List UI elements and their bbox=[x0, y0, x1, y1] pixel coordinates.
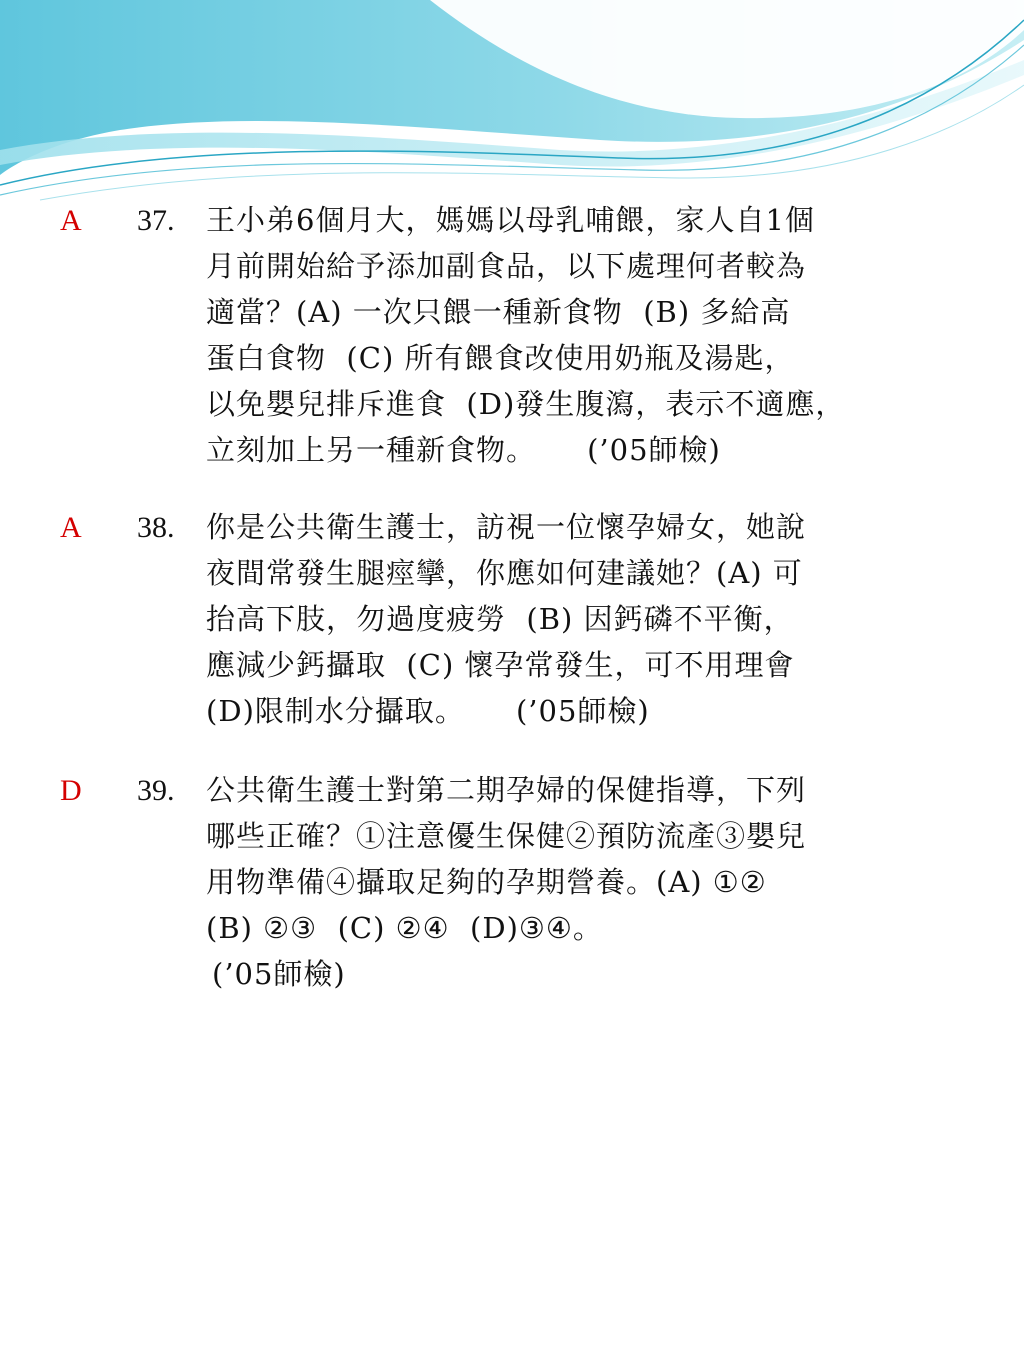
question-line: (B) ②③ (C) ②④ (D)③④。 bbox=[206, 911, 603, 945]
question-line: 哪些正確？①注意優生保健②預防流產③嬰兒 bbox=[206, 819, 807, 853]
question-line: 立刻加上另一種新食物。 (’05師檢) bbox=[206, 433, 721, 467]
question-line: 王小弟6個月大，媽媽以母乳哺餵，家人自1個 bbox=[206, 203, 815, 237]
question-line: 夜間常發生腿痙攣，你應如何建議她？(A) 可 bbox=[206, 556, 803, 590]
question-line: (’05師檢) bbox=[212, 957, 346, 991]
question-line: 用物準備④攝取足夠的孕期營養。(A) ①② bbox=[206, 865, 767, 899]
question-number: 37. bbox=[137, 204, 175, 237]
question-number: 39. bbox=[137, 774, 175, 807]
question-line: 你是公共衛生護士，訪視一位懷孕婦女，她說 bbox=[206, 510, 807, 544]
wave-header-decoration bbox=[0, 0, 1024, 220]
question-line: 公共衛生護士對第二期孕婦的保健指導，下列 bbox=[206, 773, 807, 807]
question-line: 蛋白食物 (C) 所有餵食改使用奶瓶及湯匙， bbox=[206, 341, 795, 375]
answer-label: A bbox=[60, 511, 82, 544]
answer-label: A bbox=[60, 204, 82, 237]
question-line: 應減少鈣攝取 (C) 懷孕常發生，可不用理會 bbox=[206, 648, 795, 682]
question-number: 38. bbox=[137, 511, 175, 544]
question-line: 適當？(A) 一次只餵一種新食物 (B) 多給高 bbox=[206, 295, 791, 329]
question-line: 抬高下肢，勿過度疲勞 (B) 因鈣磷不平衡， bbox=[206, 602, 794, 636]
answer-label: D bbox=[60, 774, 82, 807]
question-line: (D)限制水分攝取。 (’05師檢) bbox=[206, 694, 650, 728]
question-line: 月前開始給予添加副食品，以下處理何者較為 bbox=[206, 249, 807, 283]
question-line: 以免嬰兒排斥進食 (D)發生腹瀉，表示不適應， bbox=[206, 387, 846, 421]
